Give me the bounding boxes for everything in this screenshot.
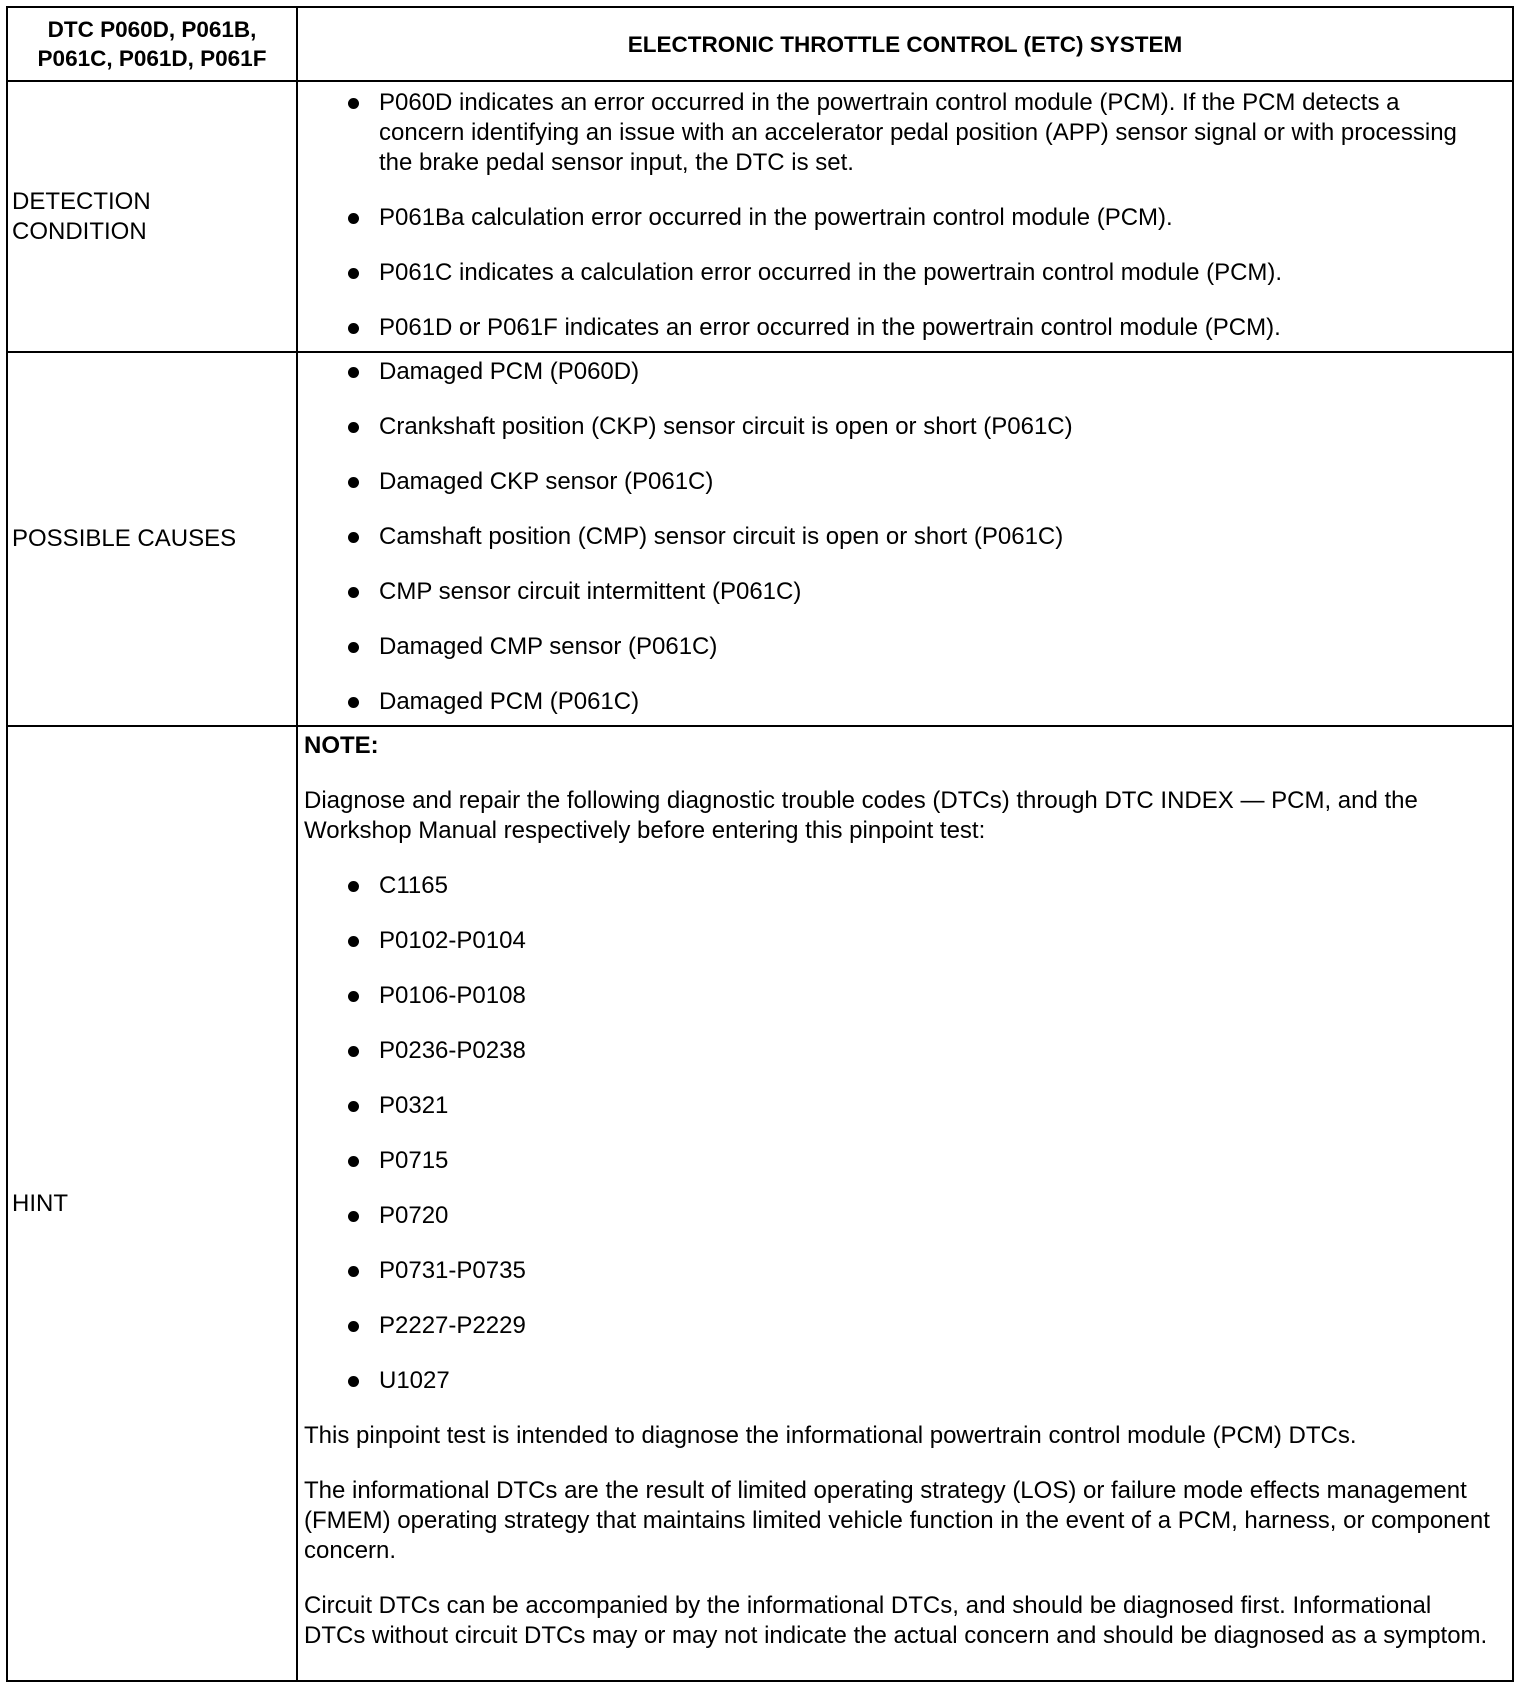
system-title-header: ELECTRONIC THROTTLE CONTROL (ETC) SYSTEM [297, 7, 1513, 81]
list-item: P0715 [304, 1146, 1490, 1176]
possible-causes-content [297, 352, 1513, 726]
list-item: P0106-P0108 [304, 981, 1490, 1011]
list-item: Damaged CMP sensor (P061C) [304, 632, 1490, 662]
note-label: NOTE: [304, 732, 379, 759]
list-item: P0236-P0238 [304, 1036, 1490, 1066]
prerequisite-dtc-list [304, 871, 1490, 1396]
list-item: P0321 [304, 1091, 1490, 1121]
list-item: Crankshaft position (CKP) sensor circuit is open or short (P061C) [304, 412, 1490, 442]
possible-causes-label: POSSIBLE CAUSES [7, 352, 297, 726]
hint-intro: Diagnose and repair the following diagnostic trouble codes (DTCs) through DTC INDEX — PCM, and the Workshop Manual respectively before entering this pinpoint test: [304, 787, 1418, 844]
list-item: CMP sensor circuit intermittent (P061C) [304, 577, 1490, 607]
list-item: Damaged PCM (P060D) [304, 357, 1490, 387]
list-item: Damaged PCM (P061C) [304, 687, 1490, 717]
detection-condition-list [304, 88, 1490, 343]
list-item: Camshaft position (CMP) sensor circuit is open or short (P061C) [304, 522, 1490, 552]
possible-causes-row [7, 352, 1513, 726]
detection-condition-label-text: DETECTION CONDITION [12, 187, 151, 245]
detection-condition-row [7, 81, 1513, 352]
header-row [7, 7, 1513, 81]
list-item: P061Ba calculation error occurred in the powertrain control module (PCM). [304, 203, 1490, 233]
list-item: P2227-P2229 [304, 1311, 1490, 1341]
possible-causes-list [304, 357, 1490, 717]
detection-condition-label [7, 81, 297, 352]
dtc-table [6, 6, 1514, 1682]
list-item: U1027 [304, 1366, 1490, 1396]
dtc-codes-header [7, 7, 297, 81]
list-item: P0731-P0735 [304, 1256, 1490, 1286]
hint-paragraph: This pinpoint test is intended to diagnose the informational powertrain control module (PCM) DTCs. [304, 1422, 1357, 1449]
list-item: P0720 [304, 1201, 1490, 1231]
list-item: P0102-P0104 [304, 926, 1490, 956]
hint-content [297, 726, 1513, 1681]
hint-paragraph: Circuit DTCs can be accompanied by the informational DTCs, and should be diagnosed first. Informational DTCs without circuit DTCs may or may not indicate the actual concern and should be diagnosed as a symptom. [304, 1592, 1488, 1649]
dtc-codes-text: DTC P060D, P061B, P061C, P061D, P061F [37, 17, 267, 71]
list-item: Damaged CKP sensor (P061C) [304, 467, 1490, 497]
hint-row [7, 726, 1513, 1681]
hint-paragraph: The informational DTCs are the result of limited operating strategy (LOS) or failure mode effects management (FMEM) operating strategy that maintains limited vehicle function in the event of a PCM, harness, or component concern. [304, 1477, 1490, 1564]
detection-condition-content [297, 81, 1513, 352]
list-item: P061D or P061F indicates an error occurred in the powertrain control module (PCM). [304, 313, 1490, 343]
list-item: P060D indicates an error occurred in the powertrain control module (PCM). If the PCM detects a concern identifying an issue with an accelerator pedal position (APP) sensor signal or with processing the brake pedal sensor input, the DTC is set. [304, 88, 1490, 178]
hint-label: HINT [7, 726, 297, 1681]
list-item: P061C indicates a calculation error occurred in the powertrain control module (PCM). [304, 258, 1490, 288]
list-item: C1165 [304, 871, 1490, 901]
